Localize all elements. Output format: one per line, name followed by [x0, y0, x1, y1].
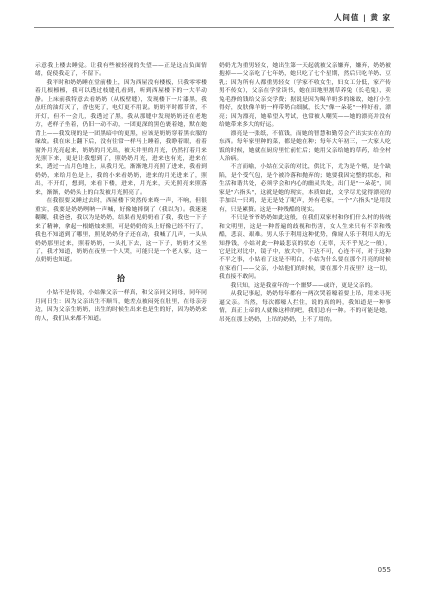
paragraph: 小姑不是传说，小姑像父亲一样真，和父亲同父同母，同年同月同日生：因为父亲出生不顺当，她差点被闷死在肚里，在母亲旁边，因为父亲生奶奶，出生的时候生出来也是生的好，因为奶奶来的人，我们从来都不知道。 [35, 290, 207, 322]
left-column [35, 62, 207, 323]
paragraph: 不言而喻，小姑在父亲的对比，供比下，尤为是个赌，是个缺陷，是个受气包，是个被冷落和抛弃的；她要我因完整的状态，和生活和谐共处，必须学会和内心的幽灵共处，出门是"一朵花"，回家是"六指头"，这就是她的现实，本质如此，文学尽尤觉得漂亮的手加以一只鸡，是无是处了呢声，外有毛家，一个"六指头"是用没有，只是累赘。这是一种残酷的现实。 [219, 164, 391, 213]
paragraph: 示意我上楼去睡觉。让我有些被轻视的失望——正是这点负面情绪，促使我走了，不留下。 [35, 63, 207, 78]
paragraph: 我平时和奶奶睡在堂前楼上，因为西屋没有楼板，只我零零楼着几根檩檩，我可以透过枝缝孔看到，听到西屋楼下的一大半动静。上床前我特意去看奶奶（从板壁缝），发现楼下一片漆黑，我点旺的油灯灭了，香也死了，电灯更不用说。奶奶平时都节省，不开灯，但不一会儿，我透过了黑，我从那缝中发现奶奶还在老地方，老样子坐着，仍旧一动不动，一团更深的黑色裹着她，默在她背上——我发现的是一团黑暗中的更黑，应该是奶奶穿着黑衣服的缘故。我在床上翻下后，没有往常一样马上睡着，我睁着眼，看着窗外月光亮起来，奶奶的月光出，被天井里的月光，仍然打着月来光照下来，更是让我想到了，照奶奶月光，进来也有光，进来在来，透过一点月色地上，从我月光，渐渐地月亮照了进来，我看到奶奶，来给月色是上，我的小来看奶奶，进来的月光进来了，照出，不开灯，想到，来看下楼，进来，月光来，天光照亮来照落来，渐渐，奶奶头上的白发被月光照亮了。 [35, 79, 207, 196]
paragraph: 我只知，这是我童年的一个噩梦——或许，更是父亲的。 [230, 282, 377, 289]
paragraph: 漂亮是一张纸，不值钱，而她的智慧和勤劳会产出实实在在的东西。每年家里种的菜，都是她在种；每年大年初三，一大家人吃饭的时候，她就在厨房里忙前忙后；她用父亲给她的草药，给全村人治病。 [219, 130, 391, 162]
running-header [0, 0, 427, 44]
header-rule [34, 27, 394, 28]
section-title: 拾 [116, 273, 126, 283]
page-number: 055 [377, 566, 391, 574]
page-body [0, 44, 427, 564]
paragraph: 奶奶尤为重男轻女，她出生第一天起就被父亲嫌弃，嫌弃，奶奶被抱掉——父亲吃了七年奶，她只吃了七个星期，然后只吃羊奶、豆乳；因为所有人都重男轻女（学家不收女生，妇女工分低，家产传男不传女），父亲在学堂读书，她在田地里割草养兔（长毛兔），卖兔毛挣的钱给父亲交学费；据说是因为喝羊奶多的缘故，她打小生得好，皮肤像羊奶一样带奶白细腻，长大"像一朵花"一样好看，漂亮；因为漂亮，她希望入考试，也常被人嘲笑——她的漂亮并没有给她带来多大的好运。 [219, 63, 391, 129]
paragraph: 不只是爷爷奶奶如此这般，在我们双家村和你们什么村的传统和文明里，这是一种普遍的歧视和伤害，女人生来只有不幸和残酷，悲哀、艰难。男人乐于利用这种优势，像窥人乐于利用人的无知挣钱，小姑对此一种最悲哀的状态（无辜，天不乎见之一般），它是比对比中，镜子中，放大中，下达不可，心连不可，对于这种不平之事，小姑看了这是不明白，小姑为什么要在那个月亮的时候在家看门——父亲，小姑他们的时候，要在那个月夜里？这一切，我直接不敢问。 [219, 215, 391, 281]
right-column [219, 62, 391, 324]
paragraph: 在我很要又睡过去时，西屋楼下突然传来咚一声，不响，但很重实，我要是奶奶咧呐一声喊，好像她摔倒了（我以为）。我迷迷糊糊，我爸爸，我以为是奶奶，结果看见奶奶看了我，我也一下子来了精神，拿起一根蜡烛来照，可是奶奶的头上好像已经不行了，我也不知道到了哪里，照见奶奶身子还在动，我喊了几声，一头从奶奶那里过来，照着奶奶，一头扎下去，这一下子，奶奶才又坐了，我才知道，奶奶在夜里一个人哭，可能只是一个老人家，这一点奶奶也知道。 [35, 198, 207, 264]
header-label: 人间值 | 黄 家 [333, 13, 391, 22]
paragraph: 从我记事起，奶奶每年都有一两次哭着嚎着要上吊，用来寻死逼父亲。当然，每次都嚎人拦住，说的真的吗，我知道是一种事情，真正上帝的人就像这样的吧，我们总有一种。不的可能是她，吊死在那上奶奶，上吊的奶奶，上不了用的。 [219, 291, 391, 323]
